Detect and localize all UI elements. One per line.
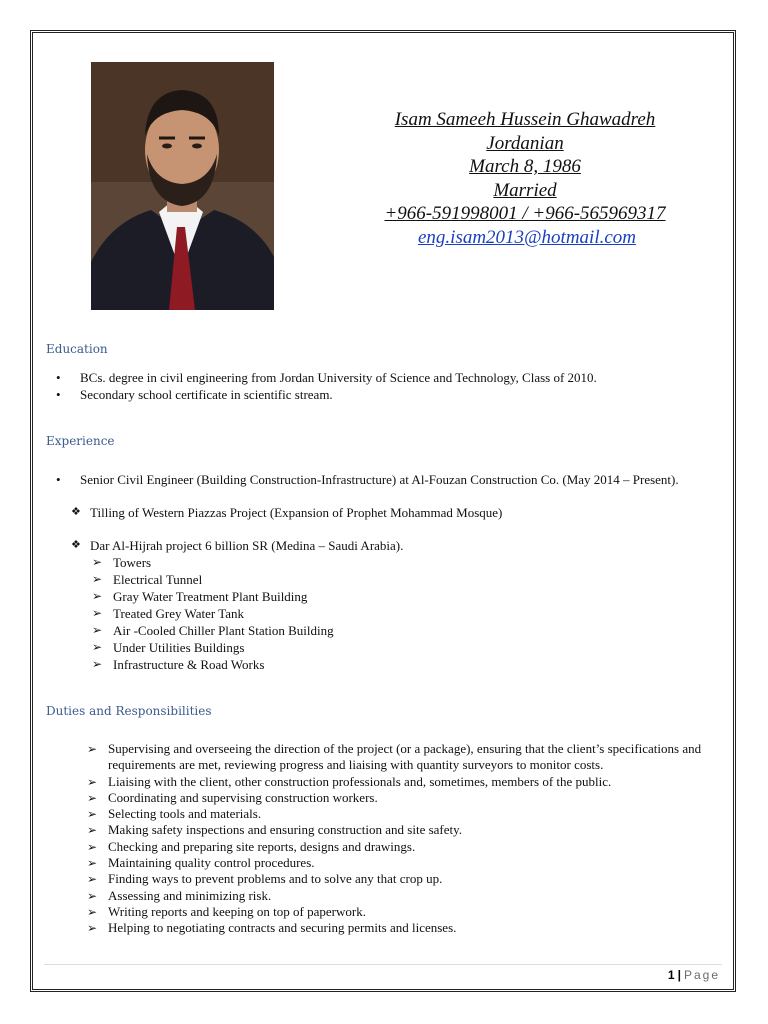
experience-position-list: [80, 471, 730, 488]
arrow-bullet-icon: ➢: [87, 774, 98, 789]
project-item: [71, 504, 710, 521]
diamond-bullet-icon: ❖: [71, 539, 81, 551]
date-of-birth: March 8, 1986: [469, 156, 581, 177]
phone-numbers: +966-591998001 / +966-565969317: [384, 203, 666, 224]
arrow-bullet-icon: ➢: [87, 888, 98, 903]
footer-separator: |: [677, 968, 681, 982]
arrow-bullet-icon: ➢: [92, 623, 103, 637]
project-list-2: [71, 537, 710, 554]
sub-item: ➢ Infrastructure & Road Works: [92, 657, 265, 672]
arrow-bullet-icon: ➢: [87, 856, 98, 871]
arrow-bullet-icon: ➢: [92, 589, 103, 603]
sub-item: ➢ Treated Grey Water Tank: [92, 606, 245, 621]
marital-status: Married: [493, 179, 557, 201]
list-item: ➢ Supervising and overseeing the direction of the project (or a package), ensuring that the client’s specifications and requirements are met, reviewing progress and liaising with quantity surveyors to monitor costs.: [87, 741, 702, 773]
list-item: ➢ Writing reports and keeping on top of paperwork.: [87, 903, 366, 919]
list-item: ➢ Checking and preparing site reports, designs and drawings.: [87, 838, 416, 854]
list-item: ➢ Helping to negotiating contracts and securing permits and licenses.: [87, 920, 457, 936]
project-sublist: [92, 554, 513, 673]
list-item: ➢ Making safety inspections and ensuring construction and site safety.: [87, 822, 463, 838]
page-label: Page: [683, 968, 720, 982]
arrow-bullet-icon: ➢: [92, 606, 103, 620]
contact-header: [360, 108, 690, 249]
project-item: [71, 537, 710, 554]
list-item: ➢ Liaising with the client, other construction professionals and, sometimes, members of the public.: [87, 773, 612, 789]
arrow-bullet-icon: ➢: [87, 872, 98, 887]
arrow-bullet-icon: ➢: [92, 657, 103, 671]
sub-item: ➢ Electrical Tunnel: [92, 572, 203, 587]
sub-item: ➢ Gray Water Treatment Plant Building: [92, 589, 308, 604]
list-item: ➢ Maintaining quality control procedures.: [87, 855, 315, 871]
experience-heading: Experience: [46, 434, 115, 448]
arrow-bullet-icon: ➢: [87, 921, 98, 936]
arrow-bullet-icon: ➢: [92, 572, 103, 586]
full-name: Isam Sameeh Hussein Ghawadreh: [394, 109, 656, 130]
diamond-bullet-icon: ❖: [71, 506, 81, 518]
duties-list: [87, 741, 718, 937]
list-item: ➢ Assessing and minimizing risk.: [87, 887, 272, 903]
project-list-1: [71, 504, 710, 521]
profile-photo: [91, 62, 274, 310]
arrow-bullet-icon: ➢: [87, 790, 98, 805]
education-heading: Education: [46, 342, 108, 356]
nationality: Jordanian: [486, 132, 564, 154]
sub-item: ➢ Towers: [92, 555, 152, 570]
arrow-bullet-icon: ➢: [92, 640, 103, 654]
sub-item: ➢ Air -Cooled Chiller Plant Station Building: [92, 623, 334, 638]
arrow-bullet-icon: ➢: [87, 823, 98, 838]
list-item: • BCs. degree in civil engineering from Jordan University of Science and Technology, Class of 2010.: [80, 369, 730, 386]
list-item: ➢ Finding ways to prevent problems and to solve any that crop up.: [87, 871, 443, 887]
footer-divider: [44, 964, 722, 965]
project-title: Tilling of Western Piazzas Project (Expansion of Prophet Mohammad Mosque): [90, 505, 503, 520]
list-item: • Secondary school certificate in scientific stream.: [80, 386, 730, 403]
position-item: • Senior Civil Engineer (Building Construction-Infrastructure) at Al-Fouzan Construction Co. (May 2014 – Present).: [80, 471, 730, 488]
page-number: 1: [667, 968, 675, 982]
page-footer: [668, 968, 720, 982]
arrow-bullet-icon: ➢: [87, 807, 98, 822]
sub-item: ➢ Under Utilities Buildings: [92, 640, 245, 655]
education-list: [80, 369, 730, 403]
project-title: Dar Al-Hijrah project 6 billion SR (Medina – Saudi Arabia).: [90, 538, 404, 553]
arrow-bullet-icon: ➢: [92, 555, 103, 569]
duties-heading: Duties and Responsibilities: [46, 704, 212, 718]
arrow-bullet-icon: ➢: [87, 742, 98, 756]
list-item: ➢ Coordinating and supervising construction workers.: [87, 789, 378, 805]
email-link[interactable]: eng.isam2013@hotmail.com: [417, 226, 637, 248]
list-item: ➢ Selecting tools and materials.: [87, 806, 262, 822]
arrow-bullet-icon: ➢: [87, 839, 98, 854]
arrow-bullet-icon: ➢: [87, 904, 98, 919]
